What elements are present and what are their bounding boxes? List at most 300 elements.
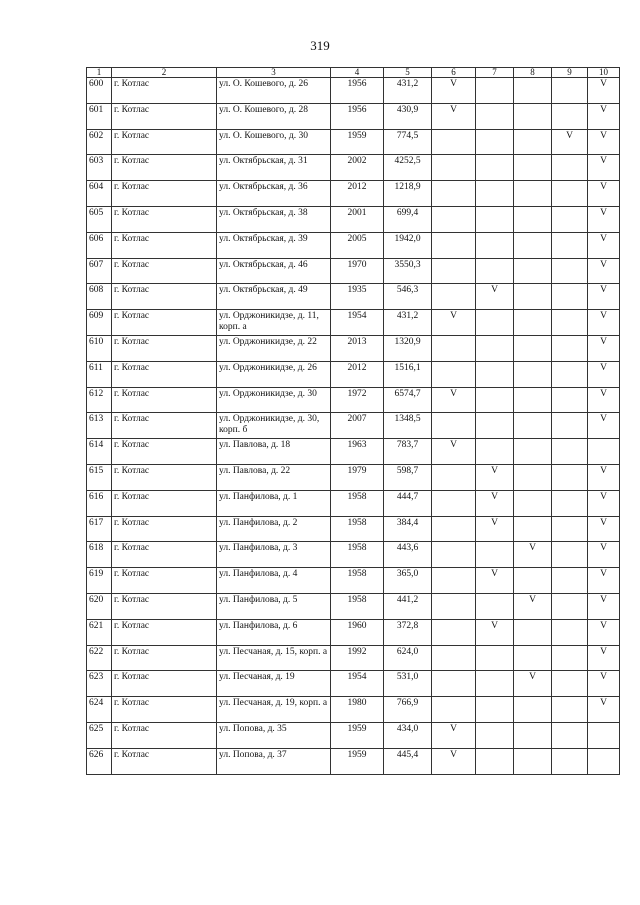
city-cell: г. Котлас (112, 310, 217, 336)
year-cell: 2001 (331, 206, 384, 232)
city-cell: г. Котлас (112, 387, 217, 413)
mark-cell-8 (514, 464, 552, 490)
mark-cell-6 (432, 593, 476, 619)
mark-cell-10: V (588, 568, 620, 594)
mark-cell-10: V (588, 619, 620, 645)
mark-cell-9 (552, 568, 588, 594)
area-cell: 444,7 (384, 490, 432, 516)
row-number: 613 (87, 413, 112, 439)
mark-cell-7: V (476, 464, 514, 490)
table-row (87, 310, 620, 336)
year-cell: 1959 (331, 722, 384, 748)
mark-cell-7 (476, 206, 514, 232)
mark-cell-10: V (588, 593, 620, 619)
year-cell: 2013 (331, 335, 384, 361)
address-cell: ул. Песчаная, д. 19, корп. а (217, 697, 331, 723)
city-cell: г. Котлас (112, 645, 217, 671)
row-number: 603 (87, 155, 112, 181)
mark-cell-9 (552, 439, 588, 465)
area-cell: 443,6 (384, 542, 432, 568)
city-cell: г. Котлас (112, 464, 217, 490)
city-cell: г. Котлас (112, 206, 217, 232)
area-cell: 1348,5 (384, 413, 432, 439)
city-cell: г. Котлас (112, 232, 217, 258)
city-cell: г. Котлас (112, 78, 217, 104)
mark-cell-9 (552, 206, 588, 232)
mark-cell-9 (552, 155, 588, 181)
mark-cell-9 (552, 697, 588, 723)
city-cell: г. Котлас (112, 258, 217, 284)
row-number: 624 (87, 697, 112, 723)
row-number: 609 (87, 310, 112, 336)
table-row (87, 335, 620, 361)
row-number: 612 (87, 387, 112, 413)
year-cell: 2005 (331, 232, 384, 258)
mark-cell-10: V (588, 258, 620, 284)
row-number: 614 (87, 439, 112, 465)
mark-cell-9 (552, 619, 588, 645)
mark-cell-9 (552, 103, 588, 129)
mark-cell-10: V (588, 542, 620, 568)
mark-cell-7 (476, 181, 514, 207)
mark-cell-7 (476, 722, 514, 748)
mark-cell-6: V (432, 748, 476, 774)
city-cell: г. Котлас (112, 490, 217, 516)
mark-cell-10: V (588, 387, 620, 413)
city-cell: г. Котлас (112, 568, 217, 594)
area-cell: 1516,1 (384, 361, 432, 387)
mark-cell-8 (514, 516, 552, 542)
mark-cell-10: V (588, 697, 620, 723)
mark-cell-7 (476, 361, 514, 387)
row-number: 615 (87, 464, 112, 490)
mark-cell-9 (552, 516, 588, 542)
mark-cell-7 (476, 310, 514, 336)
year-cell: 1960 (331, 619, 384, 645)
mark-cell-8 (514, 129, 552, 155)
address-cell: ул. Попова, д. 35 (217, 722, 331, 748)
mark-cell-9 (552, 645, 588, 671)
year-cell: 1980 (331, 697, 384, 723)
row-number: 620 (87, 593, 112, 619)
mark-cell-8 (514, 748, 552, 774)
table-row (87, 413, 620, 439)
page-number: 319 (310, 38, 330, 53)
mark-cell-6: V (432, 310, 476, 336)
col-header: 7 (476, 68, 514, 78)
address-cell: ул. Октябрьская, д. 38 (217, 206, 331, 232)
year-cell: 1954 (331, 310, 384, 336)
table-row (87, 516, 620, 542)
row-number: 606 (87, 232, 112, 258)
mark-cell-10 (588, 722, 620, 748)
mark-cell-8 (514, 206, 552, 232)
city-cell: г. Котлас (112, 593, 217, 619)
row-number: 623 (87, 671, 112, 697)
table-row (87, 542, 620, 568)
mark-cell-10: V (588, 129, 620, 155)
mark-cell-8 (514, 645, 552, 671)
row-number: 602 (87, 129, 112, 155)
mark-cell-9 (552, 78, 588, 104)
col-header: 1 (87, 68, 112, 78)
area-cell: 624,0 (384, 645, 432, 671)
mark-cell-8 (514, 387, 552, 413)
table-row (87, 258, 620, 284)
city-cell: г. Котлас (112, 439, 217, 465)
year-cell: 1958 (331, 542, 384, 568)
mark-cell-9 (552, 490, 588, 516)
mark-cell-10: V (588, 206, 620, 232)
col-header: 9 (552, 68, 588, 78)
row-number: 610 (87, 335, 112, 361)
mark-cell-7 (476, 697, 514, 723)
mark-cell-6: V (432, 439, 476, 465)
table-row (87, 129, 620, 155)
address-cell: ул. Панфилова, д. 1 (217, 490, 331, 516)
area-cell: 4252,5 (384, 155, 432, 181)
year-cell: 1958 (331, 490, 384, 516)
mark-cell-10 (588, 748, 620, 774)
mark-cell-9 (552, 413, 588, 439)
mark-cell-10 (588, 439, 620, 465)
mark-cell-9 (552, 671, 588, 697)
mark-cell-9 (552, 542, 588, 568)
table-row (87, 697, 620, 723)
city-cell: г. Котлас (112, 413, 217, 439)
year-cell: 1956 (331, 78, 384, 104)
mark-cell-9 (552, 181, 588, 207)
mark-cell-7: V (476, 568, 514, 594)
mark-cell-7 (476, 387, 514, 413)
area-cell: 430,9 (384, 103, 432, 129)
mark-cell-10: V (588, 464, 620, 490)
area-cell: 441,2 (384, 593, 432, 619)
table-row (87, 181, 620, 207)
col-header: 5 (384, 68, 432, 78)
mark-cell-8 (514, 361, 552, 387)
row-number: 617 (87, 516, 112, 542)
year-cell: 1958 (331, 516, 384, 542)
row-number: 611 (87, 361, 112, 387)
city-cell: г. Котлас (112, 181, 217, 207)
mark-cell-6 (432, 232, 476, 258)
mark-cell-7 (476, 232, 514, 258)
mark-cell-10: V (588, 361, 620, 387)
year-cell: 2002 (331, 155, 384, 181)
city-cell: г. Котлас (112, 361, 217, 387)
mark-cell-10: V (588, 516, 620, 542)
city-cell: г. Котлас (112, 516, 217, 542)
mark-cell-7 (476, 335, 514, 361)
area-cell: 1320,9 (384, 335, 432, 361)
mark-cell-7 (476, 439, 514, 465)
row-number: 621 (87, 619, 112, 645)
area-cell: 699,4 (384, 206, 432, 232)
mark-cell-10: V (588, 490, 620, 516)
col-header: 2 (112, 68, 217, 78)
address-cell: ул. О. Кошевого, д. 28 (217, 103, 331, 129)
city-cell: г. Котлас (112, 748, 217, 774)
table-row (87, 593, 620, 619)
year-cell: 1958 (331, 593, 384, 619)
header-row (87, 68, 620, 78)
table-body (87, 78, 620, 775)
year-cell: 2012 (331, 181, 384, 207)
table-row (87, 490, 620, 516)
mark-cell-7 (476, 129, 514, 155)
year-cell: 1959 (331, 748, 384, 774)
mark-cell-10: V (588, 103, 620, 129)
row-number: 619 (87, 568, 112, 594)
city-cell: г. Котлас (112, 335, 217, 361)
city-cell: г. Котлас (112, 542, 217, 568)
mark-cell-10: V (588, 155, 620, 181)
mark-cell-9 (552, 284, 588, 310)
mark-cell-6: V (432, 722, 476, 748)
table-row (87, 568, 620, 594)
mark-cell-7: V (476, 516, 514, 542)
table-row (87, 206, 620, 232)
city-cell: г. Котлас (112, 697, 217, 723)
mark-cell-9 (552, 722, 588, 748)
table-row (87, 439, 620, 465)
mark-cell-7 (476, 593, 514, 619)
mark-cell-8 (514, 568, 552, 594)
table-row (87, 619, 620, 645)
mark-cell-8: V (514, 593, 552, 619)
mark-cell-7 (476, 671, 514, 697)
address-cell: ул. Песчаная, д. 19 (217, 671, 331, 697)
mark-cell-6 (432, 335, 476, 361)
mark-cell-7 (476, 413, 514, 439)
mark-cell-8 (514, 284, 552, 310)
row-number: 601 (87, 103, 112, 129)
address-cell: ул. Октябрьская, д. 31 (217, 155, 331, 181)
table-row (87, 361, 620, 387)
mark-cell-7 (476, 103, 514, 129)
city-cell: г. Котлас (112, 284, 217, 310)
row-number: 608 (87, 284, 112, 310)
table-row (87, 464, 620, 490)
mark-cell-6 (432, 206, 476, 232)
mark-cell-8 (514, 103, 552, 129)
year-cell: 1963 (331, 439, 384, 465)
city-cell: г. Котлас (112, 129, 217, 155)
address-cell: ул. Октябрьская, д. 49 (217, 284, 331, 310)
mark-cell-10: V (588, 645, 620, 671)
table-row (87, 155, 620, 181)
mark-cell-8 (514, 155, 552, 181)
address-cell: ул. Павлова, д. 18 (217, 439, 331, 465)
area-cell: 598,7 (384, 464, 432, 490)
table-row (87, 387, 620, 413)
year-cell: 1970 (331, 258, 384, 284)
mark-cell-10: V (588, 413, 620, 439)
mark-cell-6 (432, 258, 476, 284)
area-cell: 372,8 (384, 619, 432, 645)
mark-cell-6 (432, 284, 476, 310)
mark-cell-6 (432, 181, 476, 207)
address-cell: ул. Панфилова, д. 5 (217, 593, 331, 619)
mark-cell-6 (432, 516, 476, 542)
area-cell: 531,0 (384, 671, 432, 697)
mark-cell-8 (514, 722, 552, 748)
mark-cell-8 (514, 697, 552, 723)
address-cell: ул. Панфилова, д. 3 (217, 542, 331, 568)
mark-cell-6 (432, 542, 476, 568)
mark-cell-6 (432, 129, 476, 155)
table-row (87, 284, 620, 310)
mark-cell-6: V (432, 103, 476, 129)
mark-cell-6 (432, 697, 476, 723)
area-cell: 546,3 (384, 284, 432, 310)
mark-cell-6: V (432, 387, 476, 413)
row-number: 600 (87, 78, 112, 104)
table-row (87, 78, 620, 104)
address-cell: ул. Павлова, д. 22 (217, 464, 331, 490)
table-row (87, 232, 620, 258)
year-cell: 1972 (331, 387, 384, 413)
address-cell: ул. Орджоникидзе, д. 22 (217, 335, 331, 361)
address-cell: ул. Панфилова, д. 2 (217, 516, 331, 542)
table-row (87, 748, 620, 774)
mark-cell-9 (552, 593, 588, 619)
col-header: 8 (514, 68, 552, 78)
city-cell: г. Котлас (112, 103, 217, 129)
housing-registry-table (86, 67, 620, 775)
address-cell: ул. О. Кошевого, д. 26 (217, 78, 331, 104)
row-number: 605 (87, 206, 112, 232)
mark-cell-9 (552, 232, 588, 258)
year-cell: 1956 (331, 103, 384, 129)
year-cell: 1979 (331, 464, 384, 490)
mark-cell-8 (514, 232, 552, 258)
mark-cell-7 (476, 155, 514, 181)
mark-cell-8 (514, 335, 552, 361)
mark-cell-7 (476, 542, 514, 568)
mark-cell-9 (552, 464, 588, 490)
area-cell: 384,4 (384, 516, 432, 542)
city-cell: г. Котлас (112, 722, 217, 748)
mark-cell-6 (432, 490, 476, 516)
mark-cell-8: V (514, 671, 552, 697)
mark-cell-9 (552, 335, 588, 361)
mark-cell-8 (514, 439, 552, 465)
mark-cell-8 (514, 310, 552, 336)
mark-cell-10: V (588, 232, 620, 258)
mark-cell-9 (552, 310, 588, 336)
row-number: 626 (87, 748, 112, 774)
mark-cell-9 (552, 258, 588, 284)
mark-cell-7 (476, 748, 514, 774)
area-cell: 6574,7 (384, 387, 432, 413)
col-header: 3 (217, 68, 331, 78)
mark-cell-9: V (552, 129, 588, 155)
address-cell: ул. Октябрьская, д. 46 (217, 258, 331, 284)
row-number: 622 (87, 645, 112, 671)
area-cell: 365,0 (384, 568, 432, 594)
area-cell: 783,7 (384, 439, 432, 465)
address-cell: ул. Панфилова, д. 6 (217, 619, 331, 645)
col-header: 10 (588, 68, 620, 78)
mark-cell-8 (514, 258, 552, 284)
area-cell: 3550,3 (384, 258, 432, 284)
table-row (87, 722, 620, 748)
area-cell: 766,9 (384, 697, 432, 723)
year-cell: 2012 (331, 361, 384, 387)
year-cell: 1954 (331, 671, 384, 697)
area-cell: 774,5 (384, 129, 432, 155)
row-number: 604 (87, 181, 112, 207)
mark-cell-8 (514, 181, 552, 207)
mark-cell-8 (514, 490, 552, 516)
mark-cell-7 (476, 645, 514, 671)
address-cell: ул. Октябрьская, д. 39 (217, 232, 331, 258)
mark-cell-10: V (588, 181, 620, 207)
area-cell: 431,2 (384, 78, 432, 104)
mark-cell-8: V (514, 542, 552, 568)
address-cell: ул. Орджоникидзе, д. 30, корп. б (217, 413, 331, 439)
mark-cell-10: V (588, 78, 620, 104)
address-cell: ул. Орджоникидзе, д. 30 (217, 387, 331, 413)
row-number: 618 (87, 542, 112, 568)
mark-cell-6 (432, 155, 476, 181)
area-cell: 434,0 (384, 722, 432, 748)
city-cell: г. Котлас (112, 671, 217, 697)
year-cell: 1935 (331, 284, 384, 310)
mark-cell-9 (552, 361, 588, 387)
mark-cell-9 (552, 748, 588, 774)
area-cell: 1942,0 (384, 232, 432, 258)
col-header: 4 (331, 68, 384, 78)
mark-cell-9 (552, 387, 588, 413)
area-cell: 1218,9 (384, 181, 432, 207)
table-row (87, 645, 620, 671)
mark-cell-10: V (588, 310, 620, 336)
area-cell: 431,2 (384, 310, 432, 336)
mark-cell-6 (432, 413, 476, 439)
mark-cell-7: V (476, 284, 514, 310)
year-cell: 1992 (331, 645, 384, 671)
row-number: 616 (87, 490, 112, 516)
mark-cell-6 (432, 464, 476, 490)
area-cell: 445,4 (384, 748, 432, 774)
mark-cell-6 (432, 645, 476, 671)
year-cell: 1959 (331, 129, 384, 155)
mark-cell-7: V (476, 619, 514, 645)
address-cell: ул. Панфилова, д. 4 (217, 568, 331, 594)
mark-cell-8 (514, 413, 552, 439)
row-number: 607 (87, 258, 112, 284)
row-number: 625 (87, 722, 112, 748)
mark-cell-8 (514, 619, 552, 645)
table-row (87, 103, 620, 129)
address-cell: ул. Орджоникидзе, д. 11, корп. а (217, 310, 331, 336)
mark-cell-6 (432, 619, 476, 645)
mark-cell-6: V (432, 78, 476, 104)
mark-cell-7: V (476, 490, 514, 516)
mark-cell-7 (476, 78, 514, 104)
table-row (87, 671, 620, 697)
year-cell: 1958 (331, 568, 384, 594)
col-header: 6 (432, 68, 476, 78)
address-cell: ул. Песчаная, д. 15, корп. а (217, 645, 331, 671)
year-cell: 2007 (331, 413, 384, 439)
mark-cell-6 (432, 361, 476, 387)
mark-cell-10: V (588, 284, 620, 310)
mark-cell-6 (432, 568, 476, 594)
